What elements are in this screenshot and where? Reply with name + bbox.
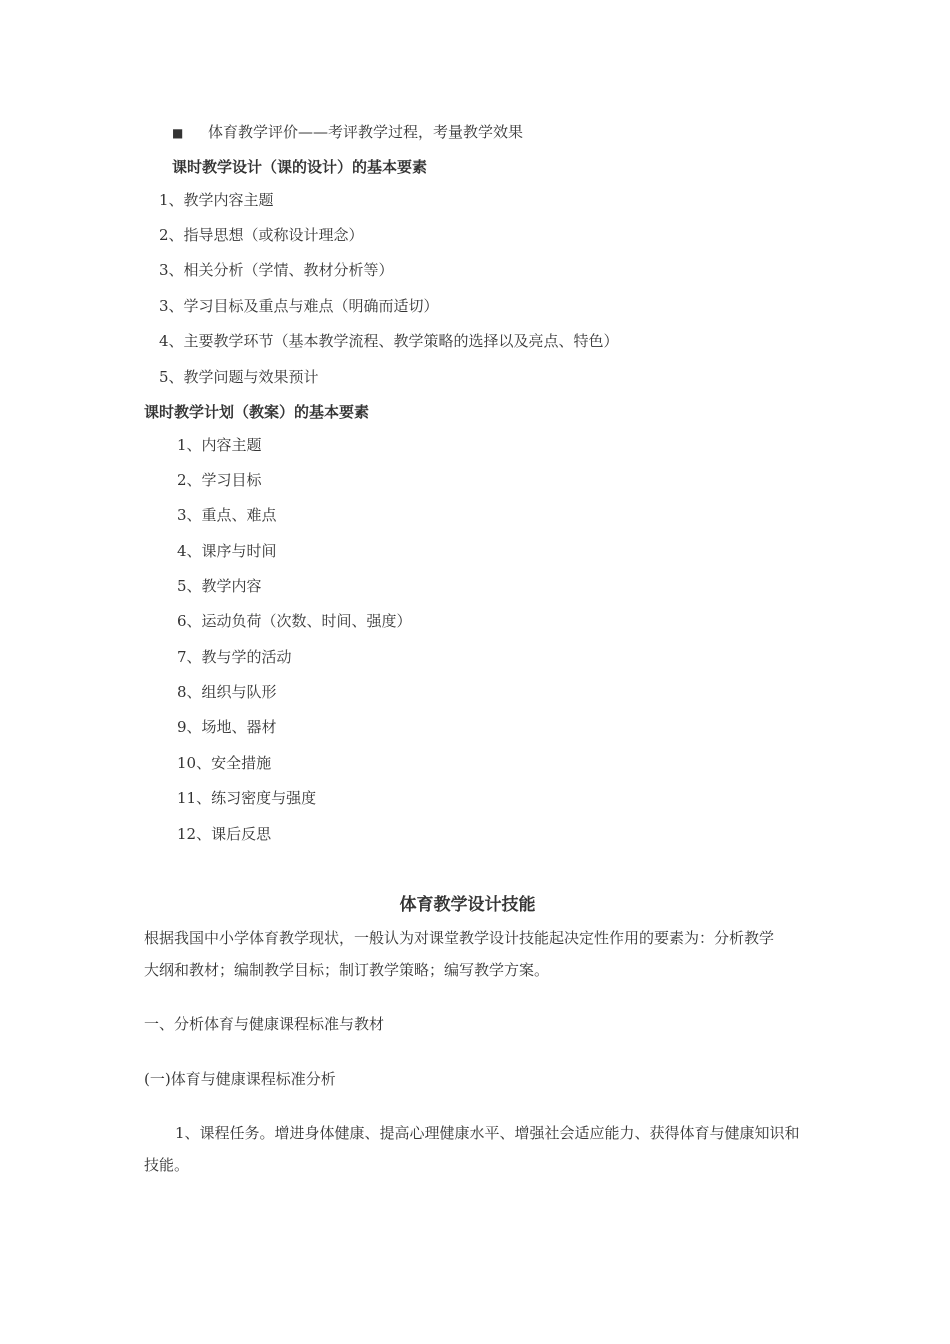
lesson-plan-heading: 课时教学计划（教案）的基本要素 — [144, 403, 370, 421]
plan-item: 7、教与学的活动 — [177, 648, 292, 666]
plan-item: 2、学习目标 — [177, 471, 262, 489]
design-item: 5、教学问题与效果预计 — [159, 368, 319, 386]
subsection-heading-1: 一、分析体育与健康课程标准与教材 — [144, 1015, 385, 1033]
intro-paragraph-line-2: 大纲和教材；编制教学目标；制订教学策略；编写教学方案。 — [144, 961, 550, 979]
plan-item: 5、教学内容 — [177, 577, 262, 595]
subsection-heading-2: (一)体育与健康课程标准分析 — [144, 1070, 336, 1088]
design-item: 4、主要教学环节（基本教学流程、教学策略的选择以及亮点、特色） — [159, 332, 619, 350]
plan-item: 8、组织与队形 — [177, 683, 277, 701]
design-item: 3、相关分析（学情、教材分析等） — [159, 261, 394, 279]
intro-paragraph-line-1: 根据我国中小学体育教学现状，一般认为对课堂教学设计技能起决定性作用的要素为：分析教学 — [144, 929, 775, 947]
plan-item: 1、内容主题 — [177, 436, 262, 454]
plan-item: 11、练习密度与强度 — [177, 789, 317, 807]
design-item: 2、指导思想（或称设计理念） — [159, 226, 364, 244]
task-paragraph-line-1: 1、课程任务。增进身体健康、提高心理健康水平、增强社会适应能力、获得体育与健康知识和 — [175, 1124, 800, 1142]
design-item: 1、教学内容主题 — [159, 191, 274, 209]
plan-item: 6、运动负荷（次数、时间、强度） — [177, 612, 412, 630]
lesson-design-heading: 课时教学设计（课的设计）的基本要素 — [172, 158, 428, 176]
plan-item: 9、场地、器材 — [177, 718, 277, 736]
evaluation-bullet-line — [172, 122, 523, 143]
plan-item: 10、安全措施 — [177, 754, 272, 772]
task-paragraph-line-2: 技能。 — [144, 1156, 190, 1174]
plan-item: 12、课后反思 — [177, 825, 272, 843]
square-bullet-icon: ■ — [172, 126, 184, 140]
bullet-text: 体育教学评价——考评教学过程，考量教学效果 — [208, 123, 524, 141]
plan-item: 4、课序与时间 — [177, 542, 277, 560]
plan-item: 3、重点、难点 — [177, 506, 277, 524]
section-title: 体育教学设计技能 — [399, 895, 536, 915]
design-item: 3、学习目标及重点与难点（明确而适切） — [159, 297, 439, 315]
